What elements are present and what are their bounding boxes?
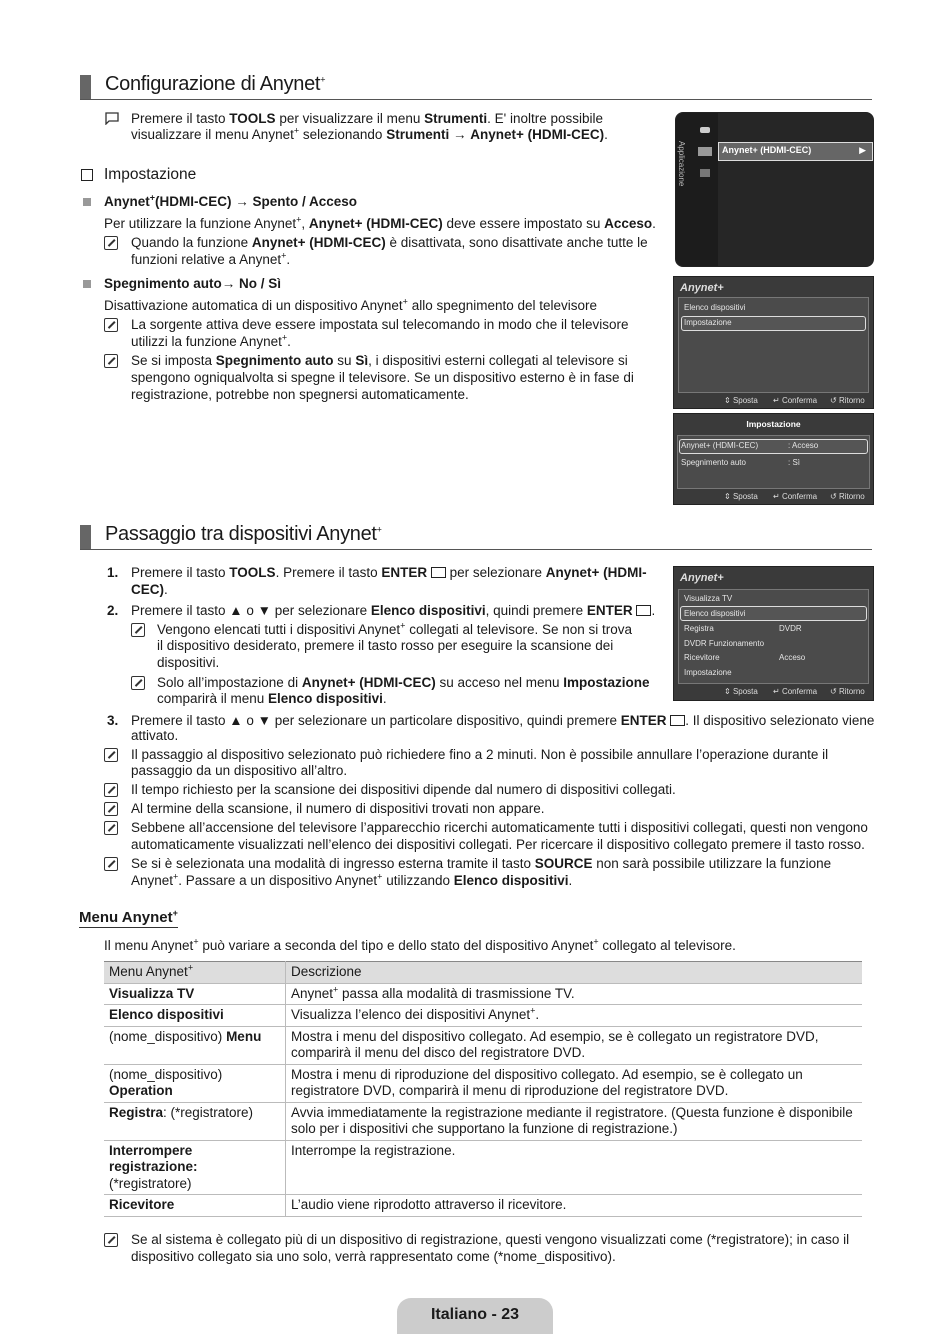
note-icon xyxy=(104,354,118,368)
menu-anynet-desc: Il menu Anynet+ può variare a seconda del tipo e dello stato del dispositivo Anynet+ collegato al televisore. xyxy=(104,936,736,953)
step1-line1: Premere il tasto TOOLS. Premere il tasto ENTER per selezionare Anynet+ (HDMI- xyxy=(131,565,647,580)
note-icon xyxy=(104,857,118,871)
note-icon xyxy=(104,748,118,762)
step2-note1-line2: il dispositivo desiderato, premere il tasto rosso per eseguire la scansione dei xyxy=(157,638,614,653)
note-icon xyxy=(104,236,118,250)
item2-note2-line1: Se si imposta Spegnimento auto su Sì, i dispositivi esterni collegati al televisore si xyxy=(131,353,628,368)
table-cell: Ricevitore xyxy=(104,1195,286,1217)
item1-desc: Per utilizzare la funzione Anynet+, Anynet+ (HDMI-CEC) deve essere impostato su Acceso. xyxy=(104,214,656,231)
table-header-cell: Menu Anynet+ xyxy=(104,962,286,984)
menu-item-impostazione[interactable]: Impostazione xyxy=(684,318,732,327)
table-row xyxy=(104,1005,862,1027)
screen-list xyxy=(677,435,870,489)
footer-move: ⇕ Sposta xyxy=(724,396,758,405)
menu-table xyxy=(104,961,862,1217)
final-note-line1: Se al sistema è collegato più di un dispositivo di registrazione, questi vengono visualizzati come (*registratore); in caso il xyxy=(131,1232,850,1247)
note-c: Al termine della scansione, il numero di dispositivi trovati non appare. xyxy=(131,801,545,816)
item2-note2-line2: spengono ogniqualvolta si spegne il televisore. Se un dispositivo esterno è in fase di xyxy=(131,370,634,385)
note-icon xyxy=(104,821,118,835)
table-header-cell: Descrizione xyxy=(286,962,863,984)
final-note-line2: dispositivo collegato sia uno solo, verrà rappresentato come (*nome_dispositivo). xyxy=(131,1249,616,1264)
intro-line-2: visualizzare il menu Anynet+ selezionando Strumenti → Anynet+ (HDMI-CEC). xyxy=(131,125,608,142)
step2-line1: Premere il tasto ▲ o ▼ per selezionare Elenco dispositivi, quindi premere ENTER . xyxy=(131,603,656,618)
enter-icon xyxy=(431,567,446,578)
table-cell: Visualizza l’elenco dei dispositivi Anynet+. xyxy=(286,1005,863,1027)
step2-note1-line3: dispositivi. xyxy=(157,655,220,670)
enter-icon xyxy=(636,605,651,616)
footer-return: ↺ Ritorno xyxy=(830,492,865,501)
item1-heading: Anynet+(HDMI-CEC) → Spento / Acceso xyxy=(104,192,358,209)
screen-side-label: Applicazione xyxy=(677,141,686,187)
table-row xyxy=(104,1064,862,1102)
menu-item-ricevitore-value: Acceso xyxy=(779,653,806,662)
table-row xyxy=(104,983,862,1005)
screen-device-list xyxy=(673,566,874,701)
note-icon xyxy=(131,676,145,690)
setting-spegnimento-key[interactable]: Spegnimento auto xyxy=(681,458,746,467)
footer-move: ⇕ Sposta xyxy=(724,687,758,696)
square-bullet xyxy=(83,198,91,206)
setting-anynet-value: : Acceso xyxy=(788,441,819,450)
square-bullet xyxy=(83,280,91,288)
note-icon xyxy=(131,623,145,637)
step3-line2: attivato. xyxy=(131,728,179,743)
section-header-configurazione xyxy=(80,73,872,100)
table-header-row xyxy=(104,962,862,984)
table-row xyxy=(104,1140,862,1195)
note-e-line2: Anynet+. Passare a un dispositivo Anynet+ utilizzando Elenco dispositivi. xyxy=(131,871,573,888)
satellite-icon xyxy=(700,127,710,133)
table-cell: Elenco dispositivi xyxy=(104,1005,286,1027)
impostazione-title: Impostazione xyxy=(104,166,197,183)
footer-enter: ↵ Conferma xyxy=(773,396,818,405)
step3-line1: Premere il tasto ▲ o ▼ per selezionare un particolare dispositivo, quindi premere ENTER . Il dispositivo selezionato viene xyxy=(131,713,875,728)
item2-note2-line3: registrazione, potrebbe non spegnersi automaticamente. xyxy=(131,387,469,402)
footer-enter: ↵ Conferma xyxy=(773,492,818,501)
table-cell: Interrompere registrazione: (*registratore) xyxy=(104,1140,286,1195)
enter-icon xyxy=(670,715,685,726)
item2-note1-line1: La sorgente attiva deve essere impostata sul telecomando in modo che il televisore xyxy=(131,317,629,332)
screen-applicazione xyxy=(675,112,874,267)
note-d-line1: Sebbene all’accensione del televisore l’apparecchio ricerchi automaticamente tutti i dispositivi collegati, questi non vengono xyxy=(131,820,868,835)
menu-item-registra-value: DVDR xyxy=(779,624,802,633)
screen-sidebar xyxy=(676,113,718,266)
footer-enter: ↵ Conferma xyxy=(773,687,818,696)
table-row xyxy=(104,1026,862,1064)
section-bar xyxy=(80,525,91,549)
app-icon xyxy=(698,147,712,156)
table-cell: Mostra i menu di riproduzione del dispositivo collegato. Ad esempio, se è collegato un registratore DVD, comparirà il menu di riproduzione del registratore DVD. xyxy=(286,1064,863,1102)
section-title: Configurazione di Anynet+ xyxy=(105,73,326,95)
table-cell: Visualizza TV xyxy=(104,983,286,1005)
table-cell: Avvia immediatamente la registrazione mediante il registratore. (Questa funzione è disponibile solo per i dispositivi che supportano la funzione di registrazione.) xyxy=(286,1102,863,1140)
screen-list xyxy=(678,589,869,684)
section-header-passaggio xyxy=(80,523,872,550)
note-d-line2: automaticamente visualizzati nell’elenco dei dispositivi collegati. Per ricercare il dispositivo collegato premere il tasto rosso. xyxy=(131,837,865,852)
menu-item-registra[interactable]: Registra xyxy=(684,624,714,633)
table-cell: Mostra i menu del dispositivo collegato. Ad esempio, se è collegato un registratore DVD, comparirà il menu del disco del registratore DVD. xyxy=(286,1026,863,1064)
step1-line2: CEC). xyxy=(131,582,168,597)
menu-item-elenco[interactable]: Elenco dispositivi xyxy=(684,303,746,312)
item2-note1-line2: utilizzi la funzione Anynet+. xyxy=(131,332,291,349)
tools-icon xyxy=(104,111,120,125)
footer-return: ↺ Ritorno xyxy=(830,687,865,696)
table-cell: (nome_dispositivo) Operation xyxy=(104,1064,286,1102)
section-bar xyxy=(80,75,91,99)
page-number: Italiano - 23 xyxy=(430,1306,520,1323)
anynet-logo: Anynet+ xyxy=(680,572,724,584)
setting-anynet-key[interactable]: Anynet+ (HDMI-CEC) xyxy=(681,441,759,450)
step2-note2-line1: Solo all’impostazione di Anynet+ (HDMI-CEC) su acceso nel menu Impostazione xyxy=(157,675,650,690)
note-a-line2: passaggio da un dispositivo all’altro. xyxy=(131,763,348,778)
table-row xyxy=(104,1102,862,1140)
menu-item-visualizza-tv[interactable]: Visualizza TV xyxy=(684,594,733,603)
item1-note-line1: Quando la funzione Anynet+ (HDMI-CEC) è disattivata, sono disattivate anche tutte le xyxy=(131,235,648,250)
table-cell: Anynet+ passa alla modalità di trasmissione TV. xyxy=(286,983,863,1005)
arrow-right-icon: ▶ xyxy=(859,145,866,155)
item2-heading: Spegnimento auto→ No / Sì xyxy=(104,276,282,291)
menu-item-ricevitore[interactable]: Ricevitore xyxy=(684,653,720,662)
tool-icon xyxy=(700,169,710,177)
intro-line-1: Premere il tasto TOOLS per visualizzare il menu Strumenti. E' inoltre possibile xyxy=(131,111,604,126)
menu-item-impostazione[interactable]: Impostazione xyxy=(684,668,732,677)
note-b: Il tempo richiesto per la scansione dei dispositivi dipende dal numero di dispositivi collegati. xyxy=(131,782,676,797)
screen-list xyxy=(678,297,869,393)
screen-impostazione xyxy=(673,413,874,505)
menu-item-dvdr[interactable]: DVDR Funzionamento xyxy=(684,639,765,648)
note-icon xyxy=(104,783,118,797)
note-icon xyxy=(104,318,118,332)
screen-selected-item[interactable]: Anynet+ (HDMI-CEC) ▶ xyxy=(718,142,873,161)
checkbox-bullet xyxy=(81,169,93,181)
step2-note2-line2: comparirà il menu Elenco dispositivi. xyxy=(157,691,387,706)
screen-anynet-menu xyxy=(673,276,874,409)
screen-title: Impostazione xyxy=(746,419,801,429)
step3-number: 3. xyxy=(107,713,119,728)
note-icon xyxy=(104,1233,118,1247)
section-title: Passaggio tra dispositivi Anynet+ xyxy=(105,523,382,545)
table-cell: Interrompe la registrazione. xyxy=(286,1140,863,1195)
table-row xyxy=(104,1195,862,1217)
footer-return: ↺ Ritorno xyxy=(830,396,865,405)
step2-number: 2. xyxy=(107,603,119,618)
note-e-line1: Se si è selezionata una modalità di ingresso esterna tramite il tasto SOURCE non sarà possibile utilizzare la funzione xyxy=(131,856,832,871)
step1-number: 1. xyxy=(107,565,119,580)
footer-move: ⇕ Sposta xyxy=(724,492,758,501)
item2-desc: Disattivazione automatica di un dispositivo Anynet+ allo spegnimento del televisore xyxy=(104,296,598,313)
setting-spegnimento-value: : Sì xyxy=(788,458,801,467)
menu-item-elenco[interactable]: Elenco dispositivi xyxy=(684,609,746,618)
page-footer xyxy=(397,1298,553,1334)
anynet-logo: Anynet+ xyxy=(680,282,724,294)
menu-anynet-heading: Menu Anynet+ xyxy=(79,908,178,926)
table-cell: Registra: (*registratore) xyxy=(104,1102,286,1140)
table-cell: (nome_dispositivo) Menu xyxy=(104,1026,286,1064)
item1-note-line2: funzioni relative a Anynet+. xyxy=(131,250,291,267)
note-a-line1: Il passaggio al dispositivo selezionato può richiedere fino a 2 minuti. Non è possibile annullare l’operazione durante il xyxy=(131,747,829,762)
note-icon xyxy=(104,802,118,816)
table-cell: L’audio viene riprodotto attraverso il ricevitore. xyxy=(286,1195,863,1217)
step2-note1-line1: Vengono elencati tutti i dispositivi Anynet+ collegati al televisore. Se non si trova xyxy=(157,620,633,637)
